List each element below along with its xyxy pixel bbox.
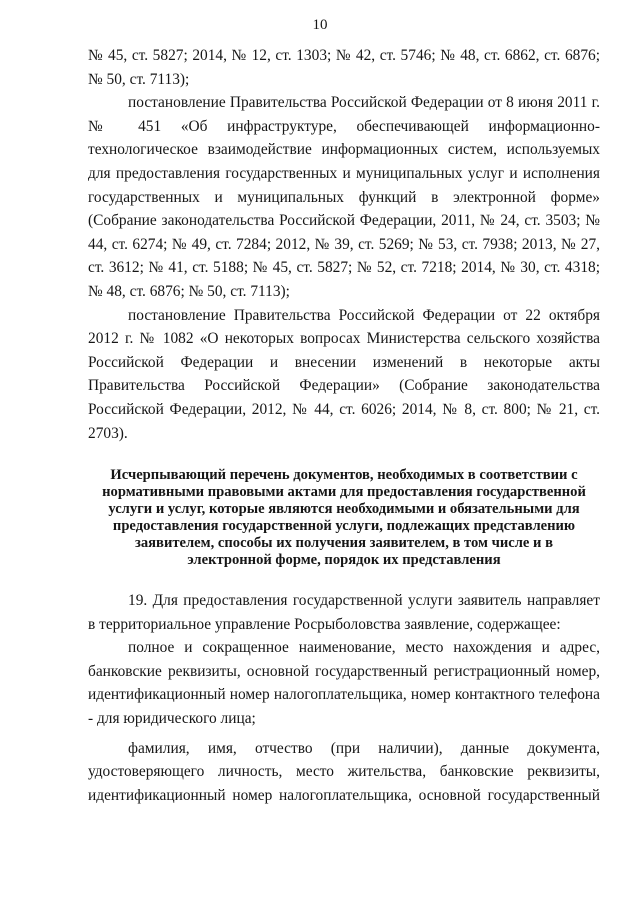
paragraph-decree-451: постановление Правительства Российской Федерации от 8 июня 2011 г. № 451 «Об инфраструктуре, обеспечивающей информационно-технологическое взаимодействие информационных систем, используемых для предоставления государственных и муниципальных услуг и исполнения государственных и муниципальных функций в электронной форме» (Собрание законодательства Российской Федерации, 2011, № 24, ст. 3503; № 44, ст. 6274; № 49, ст. 7284; 2012, № 39, ст. 5269; № 53, ст. 7938; 2013, № 27, ст. 3612; № 41, ст. 5188; № 45, ст. 5827; № 52, ст. 7218; 2014, № 30, ст. 4318; № 48, ст. 6876; № 50, ст. 7113); [88, 94, 600, 300]
page-number: 10 [312, 17, 328, 33]
paragraph-individual: фамилия, имя, отчество (при наличии), данные документа, удостоверяющего личность, место жительства, банковские реквизиты, идентификационный номер налогоплательщика, основной государственный [88, 739, 600, 804]
paragraph-item-19: 19. Для предоставления государственной услуги заявитель направляет в территориальное управление Росрыболовства заявление, содержащее: [88, 592, 600, 633]
paragraph-decree-1082: постановление Правительства Российской Федерации от 22 октября 2012 г. № 1082 «О некоторых вопросах Министерства сельского хозяйства Российской Федерации и внесении изменений в некоторые акты Правительства Российской Федерации» (Собрание законодательства Российской Федерации, 2012, № 44, ст. 6026; 2014, № 8, ст. 800; № 21, ст. 2703). [88, 306, 600, 442]
document-body [88, 44, 600, 807]
paragraph-sz-citations: № 45, ст. 5827; 2014, № 12, ст. 1303; № 42, ст. 5746; № 48, ст. 6862, ст. 6876; № 50, ст. 7113); [88, 47, 600, 88]
paragraph-legal-entity: полное и сокращенное наименование, место нахождения и адрес, банковские реквизиты, основной государственный регистрационный номер, идентификационный номер налогоплательщика, номер контактного телефона - для юридического лица; [88, 639, 600, 728]
section-heading: Исчерпывающий перечень документов, необходимых в соответствии с нормативными правовыми актами для предоставления государственной услуги и услуг, которые являются необходимыми и обязательными для предоставления государственной услуги, подлежащих представлению заявителем, способы их получения заявителем, в том числе и в электронной форме, порядок их представления [102, 467, 586, 569]
